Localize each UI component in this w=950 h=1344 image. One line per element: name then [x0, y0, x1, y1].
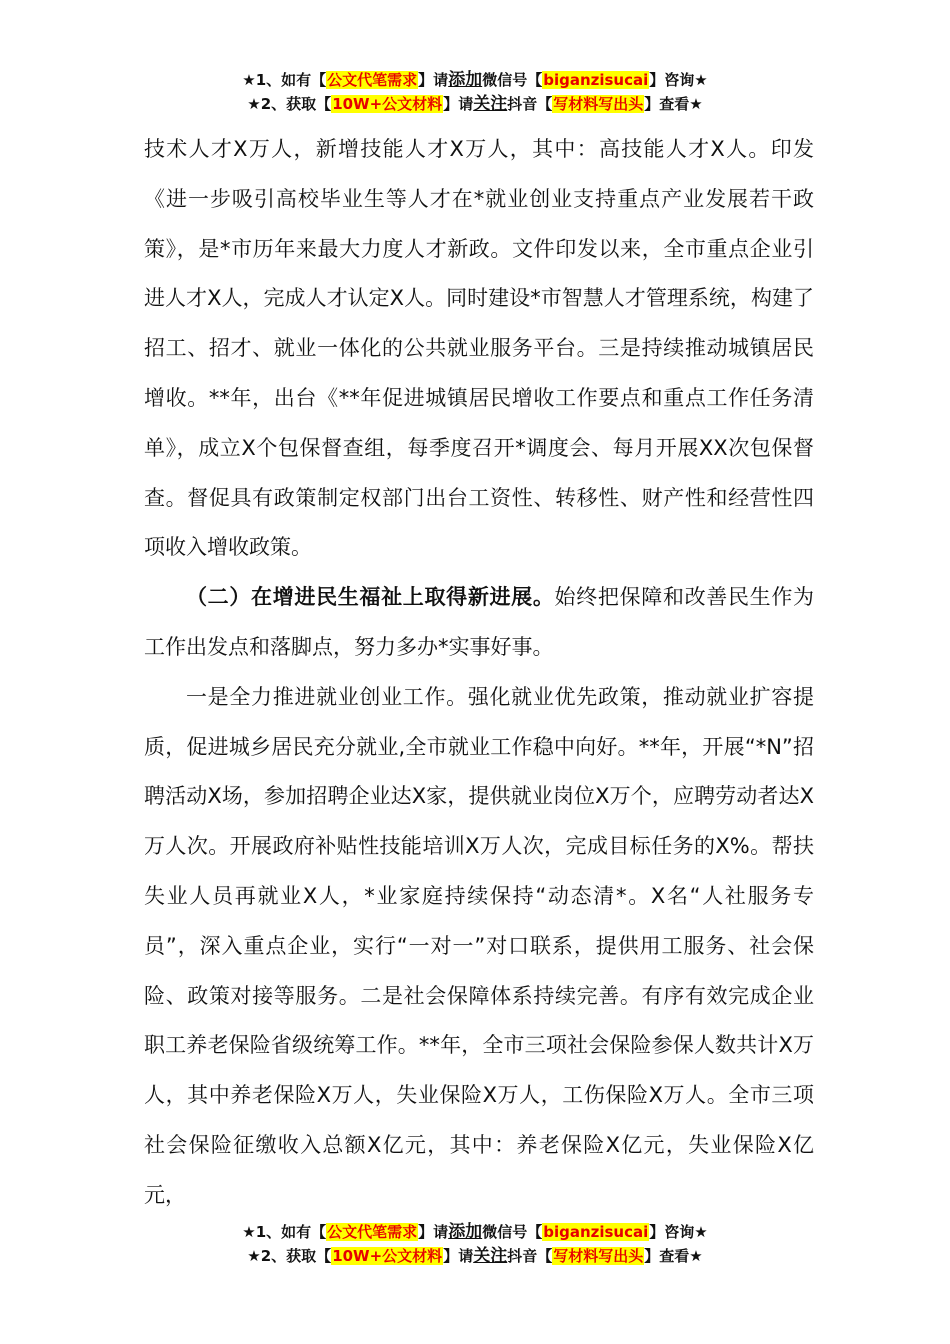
banner-text: 】请	[418, 71, 449, 89]
banner-line-2	[0, 92, 950, 116]
highlight-text: 10W+公文材料	[332, 95, 443, 113]
banner-line-1	[0, 1220, 950, 1244]
banner-text: 】查看★	[644, 1247, 703, 1265]
douyin-id-highlight: 写材料写出头	[553, 1247, 644, 1265]
paragraph-employment-social-security: 一是全力推进就业创业工作。强化就业优先政策，推动就业扩容提质，促进城乡居民充分就业,全市就业工作稳中向好。**年，开展“*N”招聘活动X场，参加招聘企业达X家，提供就业岗位X万个，应聘劳动者达X万人次。开展政府补贴性技能培训X万人次，完成目标任务的X%。帮扶失业人员再就业X人，*业家庭持续保持“动态清*。X名“人社服务专员”，深入重点企业，实行“一对一”对口联系，提供用工服务、社会保险、政策对接等服务。二是社会保障体系持续完善。有序有效完成企业职工养老保险省级统筹工作。**年，全市三项社会保险参保人数共计X万人，其中养老保险X万人，失业保险X万人，工伤保险X万人。全市三项社会保险征缴收入总额X亿元，其中：养老保险X亿元，失业保险X亿元，	[144, 684, 814, 1207]
banner-text: 微信号【	[482, 1223, 543, 1241]
footer-banner	[0, 1220, 950, 1268]
paragraph-talent-income: 技术人才X万人，新增技能人才X万人，其中：高技能人才X人。印发《进一步吸引高校毕业生等人才在*就业创业支持重点产业发展若干政策》，是*市历年来最大力度人才新政。文件印发以来，全市重点企业引进人才X人，完成人才认定X人。同时建设*市智慧人才管理系统，构建了招工、招才、就业一体化的公共就业服务平台。三是持续推动城镇居民增收。**年，出台《**年促进城镇居民增收工作要点和重点工作任务清单》，成立X个包保督查组，每季度召开*调度会、每月开展XX次包保督查。督促具有政策制定权部门出台工资性、转移性、财产性和经营性四项收入增收政策。	[144, 137, 814, 560]
banner-text: 】请	[418, 1223, 449, 1241]
banner-text: 抖音【	[507, 95, 553, 113]
wechat-id-highlight: biganzisucai	[543, 1223, 649, 1241]
highlight-text: 公文代笔需求	[327, 71, 418, 89]
banner-text: 】咨询★	[649, 71, 708, 89]
banner-text: ★2、获取【	[247, 95, 332, 113]
section-heading-paragraph	[144, 573, 814, 673]
banner-line-1	[0, 68, 950, 92]
underlined-text: 添加	[448, 1222, 483, 1242]
underlined-text: 添加	[448, 70, 483, 90]
document-body	[144, 125, 814, 1221]
banner-text: 抖音【	[507, 1247, 553, 1265]
highlight-text: 10W+公文材料	[332, 1247, 443, 1265]
banner-text: 】请	[443, 1247, 474, 1265]
header-banner	[0, 68, 950, 116]
banner-text: ★1、如有【	[242, 71, 327, 89]
banner-text: ★1、如有【	[242, 1223, 327, 1241]
banner-text: 微信号【	[482, 71, 543, 89]
douyin-id-highlight: 写材料写出头	[553, 95, 644, 113]
banner-text: 】请	[443, 95, 474, 113]
banner-text: ★2、获取【	[247, 1247, 332, 1265]
banner-text: 】查看★	[644, 95, 703, 113]
section-heading: （二）在增进民生福祉上取得新进展。	[186, 585, 555, 610]
banner-text: 】咨询★	[649, 1223, 708, 1241]
underlined-text: 关注	[473, 1246, 508, 1266]
highlight-text: 公文代笔需求	[327, 1223, 418, 1241]
banner-line-2	[0, 1244, 950, 1268]
wechat-id-highlight: biganzisucai	[543, 71, 649, 89]
section-intro: 始终把保障和改善民生作为工作出发点和落脚点，努力多办*实事好事。	[144, 585, 815, 659]
underlined-text: 关注	[473, 94, 508, 114]
